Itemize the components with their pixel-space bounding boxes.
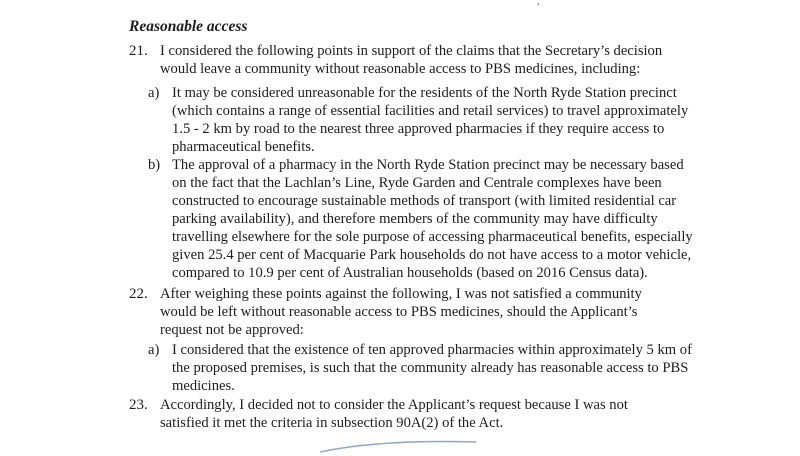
paragraph-number: 22. (129, 286, 148, 302)
subparagraph-letter: a) (148, 342, 160, 358)
paragraph-text: After weighing these points against the following, I was not satisfied a community would be left without reasonable access to PBS medicines, should the Applicant’s request not be approved: (160, 286, 642, 338)
page-top-mark: , (537, 0, 540, 7)
subparagraph-letter: a) (148, 85, 160, 101)
subparagraph-text: The approval of a pharmacy in the North Ryde Station precinct may be necessary based on the fact that the Lachlan’s Line, Ryde Garden and Centrale complexes have been constructed to encourage sustainable methods of transport (with limited residential car parking availability), and therefore members of the community may have difficulty travelling elsewhere for the sole purpose of accessing pharmaceutical benefits, especially given 25.4 per cent of Macquarie Park households do not have access to a motor vehicle, compared to 10.9 per cent of Australian households (based on 2016 Census data). (172, 157, 693, 281)
paragraph-number: 21. (129, 43, 148, 59)
subparagraph-letter: b) (148, 157, 161, 173)
paragraph-text: I considered the following points in support of the claims that the Secretary’s decision would leave a community without reasonable access to PBS medicines, including: (160, 43, 663, 77)
subparagraph-text: I considered that the existence of ten approved pharmacies within approximately 5 km of the proposed premises, is such that the community already has reasonable access to PBS medicines. (172, 342, 692, 394)
signature-stroke (318, 436, 478, 456)
subparagraph-text: It may be considered unreasonable for the residents of the North Ryde Station precinct (which contains a range of essential facilities and retail services) to travel approximately 1.5 - 2 km by road to the nearest three approved pharmacies if they require access to pharmaceutical benefits. (172, 85, 689, 155)
paragraph-number: 23. (129, 397, 148, 413)
section-heading: Reasonable access (129, 18, 248, 35)
paragraph-text: Accordingly, I decided not to consider the Applicant’s request because I was not satisfied it met the criteria in subsection 90A(2) of the Act. (160, 397, 628, 431)
